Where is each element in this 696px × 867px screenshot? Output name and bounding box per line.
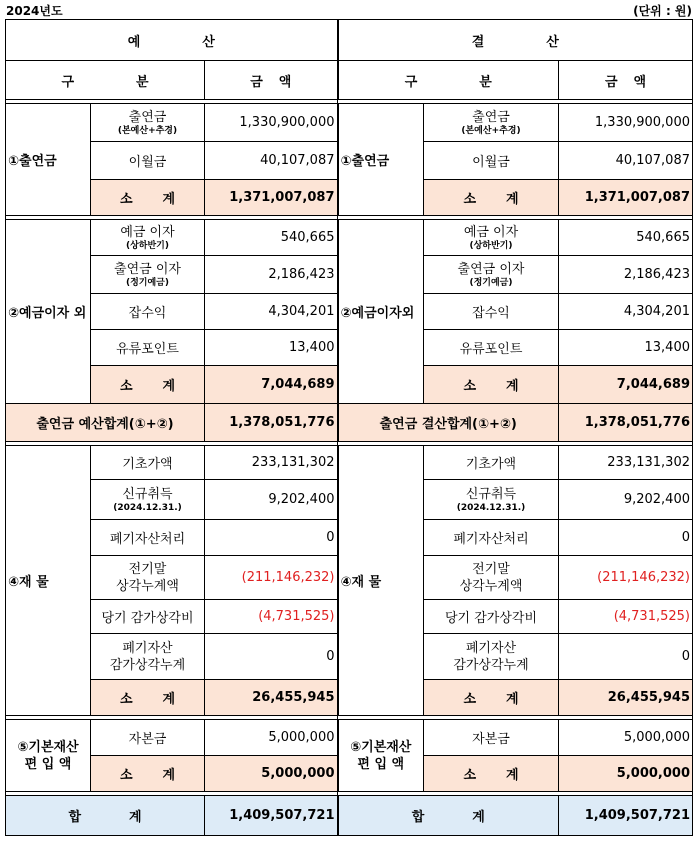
amount-cell: 4,304,201 [559, 294, 693, 330]
settlement-title: 결 산 [338, 20, 693, 61]
amount-cell: 540,665 [559, 220, 693, 256]
amount-cell: 9,202,400 [205, 480, 338, 520]
amount-cell: 2,186,423 [559, 256, 693, 294]
section-label: ①출연금 [338, 104, 424, 216]
fiscal-year: 2024년도 [6, 4, 63, 18]
item-cell: 전기말 상각누계액 [424, 556, 559, 600]
report-header [0, 0, 696, 19]
amount-cell: 40,107,087 [559, 142, 693, 180]
amount-cell: 0 [559, 520, 693, 556]
item-cell: 출연금 (본예산+추경) [91, 104, 205, 142]
subtotal-amount: 7,044,689 [559, 366, 693, 404]
subtotal-amount: 1,371,007,087 [205, 180, 338, 216]
grand-total-label: 합 계 [6, 796, 205, 836]
table-row [6, 720, 693, 756]
item-cell: 당기 감가상각비 [91, 600, 205, 634]
subtotal-label: 소 계 [91, 680, 205, 716]
title-row [6, 20, 693, 61]
subtotal-amount: 5,000,000 [559, 756, 693, 792]
table-row [6, 220, 693, 256]
grand-total-amount: 1,409,507,721 [559, 796, 693, 836]
settle-total-amount: 1,378,051,776 [559, 404, 693, 442]
item-cell: 전기말 상각누계액 [91, 556, 205, 600]
item-cell: 기초가액 [424, 446, 559, 480]
unit-label: (단위 : 원) [633, 4, 692, 18]
budget-settlement-table [5, 19, 693, 836]
amount-cell: 0 [559, 634, 693, 680]
section-label: ②예금이자 외 [6, 220, 91, 404]
subtotal-label: 소 계 [91, 180, 205, 216]
subtotal-label: 소 계 [91, 366, 205, 404]
budget-total-label: 출연금 예산합계(①+②) [6, 404, 205, 442]
subtotal-amount: 26,455,945 [559, 680, 693, 716]
amount-cell: 13,400 [205, 330, 338, 366]
item-cell: 잡수익 [424, 294, 559, 330]
item-cell: 출연금 (본예산+추경) [424, 104, 559, 142]
item-cell: 폐기자산 감가상각누계 [424, 634, 559, 680]
item-cell: 출연금 이자 (정기예금) [424, 256, 559, 294]
grand-total-amount: 1,409,507,721 [205, 796, 338, 836]
amount-cell: 40,107,087 [205, 142, 338, 180]
column-header-row [6, 61, 693, 100]
table-row [6, 104, 693, 142]
item-cell: 이월금 [91, 142, 205, 180]
amount-cell: (211,146,232) [205, 556, 338, 600]
amount-cell: (211,146,232) [559, 556, 693, 600]
section-label: ②예금이자외 [338, 220, 424, 404]
amount-cell: (4,731,525) [205, 600, 338, 634]
budget-total-amount: 1,378,051,776 [205, 404, 338, 442]
amount-cell: 233,131,302 [559, 446, 693, 480]
item-cell: 신규취득 (2024.12.31.) [91, 480, 205, 520]
section-label: ⑤기본재산 편 입 액 [6, 720, 91, 792]
settle-total-label: 출연금 결산합계(①+②) [338, 404, 559, 442]
amount-cell: 0 [205, 520, 338, 556]
item-cell: 기초가액 [91, 446, 205, 480]
amount-cell: 5,000,000 [559, 720, 693, 756]
subtotal-amount: 26,455,945 [205, 680, 338, 716]
amount-cell: 0 [205, 634, 338, 680]
amount-header: 금 액 [205, 61, 338, 100]
amount-header-settle: 금 액 [559, 61, 693, 100]
section-label: ①출연금 [6, 104, 91, 216]
amount-cell: 1,330,900,000 [205, 104, 338, 142]
subtotal-label: 소 계 [424, 680, 559, 716]
item-cell: 출연금 이자 (정기예금) [91, 256, 205, 294]
item-cell: 이월금 [424, 142, 559, 180]
amount-cell: (4,731,525) [559, 600, 693, 634]
subtotal-label: 소 계 [424, 366, 559, 404]
grand-total-row [6, 796, 693, 836]
amount-cell: 2,186,423 [205, 256, 338, 294]
amount-cell: 4,304,201 [205, 294, 338, 330]
item-cell: 유류포인트 [91, 330, 205, 366]
section-label: ⑤기본재산 편 입 액 [338, 720, 424, 792]
amount-cell: 233,131,302 [205, 446, 338, 480]
budget-title: 예 산 [6, 20, 338, 61]
subtotal-label: 소 계 [424, 756, 559, 792]
grand-total-label: 합 계 [338, 796, 559, 836]
item-cell: 유류포인트 [424, 330, 559, 366]
amount-cell: 9,202,400 [559, 480, 693, 520]
subtotal-amount: 7,044,689 [205, 366, 338, 404]
subtotal-amount: 1,371,007,087 [559, 180, 693, 216]
division-header-settle: 구 분 [338, 61, 559, 100]
item-cell: 폐기자산처리 [424, 520, 559, 556]
item-cell: 당기 감가상각비 [424, 600, 559, 634]
subtotal-label: 소 계 [424, 180, 559, 216]
amount-cell: 540,665 [205, 220, 338, 256]
subtotal-label: 소 계 [91, 756, 205, 792]
amount-cell: 1,330,900,000 [559, 104, 693, 142]
section-label: ④재 물 [338, 446, 424, 716]
item-cell: 폐기자산 감가상각누계 [91, 634, 205, 680]
division-header: 구 분 [6, 61, 205, 100]
item-cell: 자본금 [424, 720, 559, 756]
table-row [6, 446, 693, 480]
item-cell: 신규취득 (2024.12.31.) [424, 480, 559, 520]
item-cell: 예금 이자 (상하반기) [424, 220, 559, 256]
combined-total-row [6, 404, 693, 442]
subtotal-amount: 5,000,000 [205, 756, 338, 792]
item-cell: 자본금 [91, 720, 205, 756]
amount-cell: 5,000,000 [205, 720, 338, 756]
amount-cell: 13,400 [559, 330, 693, 366]
item-cell: 잡수익 [91, 294, 205, 330]
item-cell: 폐기자산처리 [91, 520, 205, 556]
item-cell: 예금 이자 (상하반기) [91, 220, 205, 256]
section-label: ④재 물 [6, 446, 91, 716]
